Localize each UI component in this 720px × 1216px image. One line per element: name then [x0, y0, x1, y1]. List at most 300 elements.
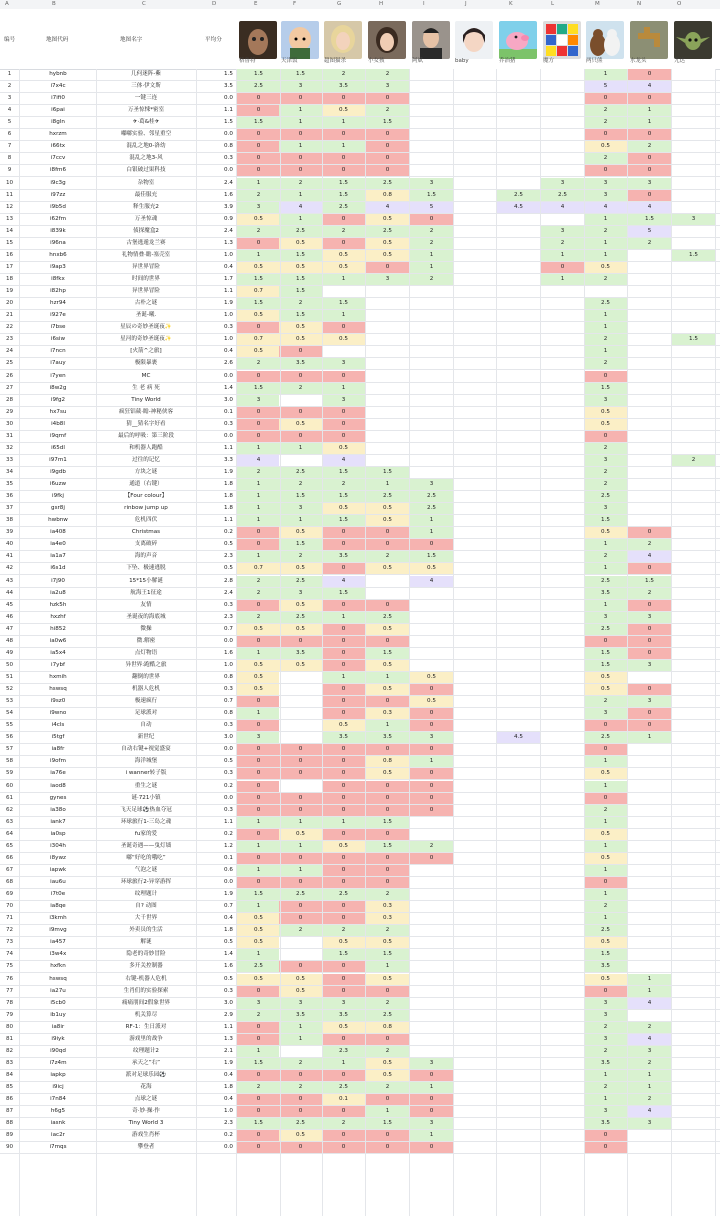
map-code-cell[interactable]: i7bse	[50, 324, 66, 331]
score-cell[interactable]	[541, 684, 584, 695]
map-name-cell[interactable]: 纹理题计	[134, 891, 158, 898]
score-cell[interactable]: 4	[628, 202, 671, 213]
table-row[interactable]	[0, 600, 720, 612]
table-row[interactable]	[0, 841, 720, 853]
score-cell[interactable]	[453, 286, 496, 297]
score-cell[interactable]: 1	[584, 1094, 627, 1105]
score-cell[interactable]	[541, 1022, 584, 1033]
score-cell[interactable]: 0.5	[237, 262, 280, 273]
score-cell[interactable]	[672, 768, 715, 779]
score-cell[interactable]: 1	[237, 503, 280, 514]
score-cell[interactable]	[410, 443, 453, 454]
score-cell[interactable]: 0	[237, 781, 280, 792]
score-cell[interactable]	[541, 974, 584, 985]
average-score-cell[interactable]: 0.3	[224, 686, 233, 693]
map-name-cell[interactable]: 圣诞-曦.	[135, 312, 157, 319]
score-cell[interactable]: 0.5	[584, 407, 627, 418]
score-cell[interactable]	[453, 1046, 496, 1057]
row-number[interactable]: 39	[5, 529, 14, 536]
score-cell[interactable]: 1	[279, 190, 322, 201]
table-row[interactable]	[0, 334, 720, 346]
score-cell[interactable]	[541, 383, 584, 394]
score-cell[interactable]	[541, 1094, 584, 1105]
score-cell[interactable]	[541, 93, 584, 104]
score-cell[interactable]: 4	[628, 1034, 671, 1045]
score-cell[interactable]: 0.5	[584, 672, 627, 683]
map-name-cell[interactable]: 【Four colour】	[124, 493, 168, 500]
score-cell[interactable]	[628, 431, 671, 442]
score-cell[interactable]: 0.5	[237, 672, 280, 683]
score-cell[interactable]: 0.5	[584, 937, 627, 948]
score-cell[interactable]: 0	[322, 660, 365, 671]
average-score-cell[interactable]: 2.1	[224, 1047, 233, 1054]
score-cell[interactable]: 2	[584, 805, 627, 816]
score-cell[interactable]: 1	[541, 250, 584, 261]
score-cell[interactable]: 3	[584, 998, 627, 1009]
score-cell[interactable]	[453, 624, 496, 635]
row-number[interactable]: 48	[5, 637, 14, 644]
row-number[interactable]: 50	[5, 661, 14, 668]
score-cell[interactable]: 1	[410, 250, 453, 261]
score-cell[interactable]: 0.5	[322, 937, 365, 948]
map-name-cell[interactable]: 嘟“好吃的哦吃”	[126, 854, 166, 861]
row-number[interactable]: 23	[5, 336, 14, 343]
score-cell[interactable]: 0.5	[366, 563, 409, 574]
row-number[interactable]: 84	[5, 1071, 14, 1078]
score-cell[interactable]	[279, 732, 322, 743]
score-cell[interactable]	[672, 226, 715, 237]
score-cell[interactable]	[453, 684, 496, 695]
score-cell[interactable]: 1.5	[237, 298, 280, 309]
score-cell[interactable]	[672, 1142, 715, 1153]
score-cell[interactable]	[366, 407, 409, 418]
score-cell[interactable]: 0.3	[366, 708, 409, 719]
score-cell[interactable]	[410, 310, 453, 321]
score-cell[interactable]: 0	[366, 986, 409, 997]
score-cell[interactable]: 1	[366, 961, 409, 972]
table-row[interactable]	[0, 563, 720, 575]
table-row[interactable]	[0, 768, 720, 780]
row-number[interactable]: 27	[5, 384, 14, 391]
map-name-cell[interactable]: 混乱之地0-洛幼	[126, 143, 166, 150]
score-cell[interactable]	[366, 588, 409, 599]
table-row[interactable]	[0, 527, 720, 539]
score-cell[interactable]	[628, 334, 671, 345]
map-name-cell[interactable]: 通道（右键）	[129, 481, 163, 488]
score-cell[interactable]	[672, 419, 715, 430]
table-row[interactable]	[0, 1142, 720, 1154]
score-cell[interactable]	[453, 925, 496, 936]
map-code-cell[interactable]: i9b5d	[50, 203, 66, 210]
score-cell[interactable]	[541, 829, 584, 840]
row-number[interactable]: 22	[5, 324, 14, 331]
score-cell[interactable]: 0	[410, 720, 453, 731]
column-letter[interactable]: O	[677, 1, 682, 7]
row-number[interactable]: 52	[5, 686, 14, 693]
score-cell[interactable]	[410, 660, 453, 671]
score-cell[interactable]: 4	[279, 202, 322, 213]
score-cell[interactable]: 3	[628, 696, 671, 707]
score-cell[interactable]: 1.5	[237, 274, 280, 285]
score-cell[interactable]: 1	[279, 214, 322, 225]
score-cell[interactable]: 1.5	[279, 69, 322, 80]
score-cell[interactable]	[497, 527, 540, 538]
score-cell[interactable]: 0	[366, 865, 409, 876]
row-number[interactable]: 33	[5, 456, 14, 463]
score-cell[interactable]: 1	[584, 346, 627, 357]
average-score-cell[interactable]: 0.8	[224, 674, 233, 680]
score-cell[interactable]: 0.5	[366, 660, 409, 671]
table-row[interactable]	[0, 624, 720, 636]
score-cell[interactable]	[497, 298, 540, 309]
map-name-cell[interactable]: 嘟嘟实验、邻星重空	[120, 131, 172, 138]
score-cell[interactable]: 1.5	[584, 949, 627, 960]
row-number[interactable]: 63	[5, 818, 14, 825]
score-cell[interactable]: 2	[279, 551, 322, 562]
score-cell[interactable]: 3	[322, 395, 365, 406]
score-cell[interactable]: 0.5	[584, 853, 627, 864]
score-cell[interactable]	[453, 371, 496, 382]
map-name-cell[interactable]: Tiny World 3	[128, 1120, 164, 1127]
score-cell[interactable]: 2	[584, 1046, 627, 1057]
score-cell[interactable]: 0.5	[322, 250, 365, 261]
score-cell[interactable]: 2	[366, 105, 409, 116]
score-cell[interactable]: 0	[279, 744, 322, 755]
score-cell[interactable]: 3.5	[322, 732, 365, 743]
score-cell[interactable]	[541, 841, 584, 852]
score-cell[interactable]: 1	[279, 1022, 322, 1033]
table-row[interactable]	[0, 684, 720, 696]
score-cell[interactable]: 2.5	[410, 503, 453, 514]
score-cell[interactable]: 2.5	[322, 1082, 365, 1093]
map-code-cell[interactable]: i9ap3	[50, 263, 66, 270]
score-cell[interactable]: 0.5	[279, 624, 322, 635]
score-cell[interactable]: 2	[237, 190, 280, 201]
row-number[interactable]: 65	[5, 842, 14, 849]
score-cell[interactable]: 1.5	[672, 334, 715, 345]
score-cell[interactable]: 3.5	[366, 732, 409, 743]
score-cell[interactable]	[410, 358, 453, 369]
score-cell[interactable]	[497, 696, 540, 707]
average-score-cell[interactable]: 1.2	[224, 842, 233, 849]
map-code-cell[interactable]: i7ncn	[50, 348, 66, 355]
map-name-cell[interactable]: 派对足球乐园⚽	[125, 1071, 167, 1078]
score-cell[interactable]: 0.5	[237, 925, 280, 936]
score-cell[interactable]	[453, 214, 496, 225]
map-code-cell[interactable]: ia5x4	[50, 649, 66, 656]
score-cell[interactable]: 4	[541, 202, 584, 213]
score-cell[interactable]: 1	[279, 117, 322, 128]
score-cell[interactable]: 4	[628, 81, 671, 92]
score-cell[interactable]	[672, 805, 715, 816]
map-name-cell[interactable]: 星河的奇妙圣诞夜✨	[120, 336, 172, 343]
score-cell[interactable]: 0	[237, 141, 280, 152]
score-cell[interactable]: 0	[322, 419, 365, 430]
score-cell[interactable]: 0	[366, 262, 409, 273]
score-cell[interactable]: 2	[584, 226, 627, 237]
map-name-cell[interactable]: 释生服充2	[133, 203, 159, 210]
score-cell[interactable]	[410, 588, 453, 599]
map-code-cell[interactable]: h6g5	[50, 1108, 66, 1115]
score-cell[interactable]: 3	[628, 1118, 671, 1129]
score-cell[interactable]: 5	[628, 226, 671, 237]
score-cell[interactable]: 1.5	[628, 214, 671, 225]
map-name-cell[interactable]: 异世界冒险	[132, 263, 160, 270]
score-cell[interactable]	[497, 383, 540, 394]
score-cell[interactable]	[497, 961, 540, 972]
average-score-cell[interactable]: 0.2	[224, 1132, 233, 1139]
map-code-cell[interactable]: i927e	[50, 312, 66, 319]
score-cell[interactable]	[672, 1106, 715, 1117]
row-number[interactable]: 85	[5, 1084, 14, 1091]
score-cell[interactable]: 0.7	[237, 286, 280, 297]
column-letter[interactable]: N	[637, 1, 642, 7]
row-number[interactable]: 15	[5, 239, 14, 246]
score-cell[interactable]: 0	[628, 153, 671, 164]
map-code-cell[interactable]: i82hp	[50, 288, 66, 295]
map-code-cell[interactable]: i65dl	[51, 444, 65, 451]
score-cell[interactable]: 0	[322, 322, 365, 333]
score-cell[interactable]	[366, 334, 409, 345]
row-number[interactable]: 31	[5, 432, 14, 439]
score-cell[interactable]	[497, 250, 540, 261]
average-score-cell[interactable]: 3.0	[224, 734, 233, 741]
score-cell[interactable]	[541, 925, 584, 936]
score-cell[interactable]: 0	[584, 93, 627, 104]
row-number[interactable]: 32	[5, 444, 14, 451]
table-row[interactable]	[0, 998, 720, 1010]
score-cell[interactable]: 0.8	[366, 756, 409, 767]
map-code-cell[interactable]: ia76e	[50, 770, 66, 777]
score-cell[interactable]	[628, 262, 671, 273]
score-cell[interactable]	[497, 358, 540, 369]
score-cell[interactable]: 3	[366, 274, 409, 285]
score-cell[interactable]	[410, 974, 453, 985]
average-score-cell[interactable]: 1.1	[224, 288, 233, 295]
score-cell[interactable]: 2	[410, 274, 453, 285]
map-name-cell[interactable]: Tiny World	[131, 396, 161, 403]
score-cell[interactable]: 1	[237, 841, 280, 852]
score-cell[interactable]: 0	[584, 165, 627, 176]
score-cell[interactable]: 0	[237, 1070, 280, 1081]
score-cell[interactable]	[366, 395, 409, 406]
score-cell[interactable]	[584, 286, 627, 297]
score-cell[interactable]	[541, 576, 584, 587]
score-cell[interactable]: 0	[322, 539, 365, 550]
score-cell[interactable]: 2	[279, 1058, 322, 1069]
score-cell[interactable]	[541, 551, 584, 562]
average-score-cell[interactable]: 0.0	[224, 372, 233, 379]
score-cell[interactable]	[541, 515, 584, 526]
table-row[interactable]	[0, 889, 720, 901]
map-name-cell[interactable]: 自动	[140, 722, 152, 729]
score-cell[interactable]	[279, 696, 322, 707]
map-name-cell[interactable]: 支离破碎	[134, 541, 158, 548]
map-name-cell[interactable]: 环球旅行2-异穿游挥	[120, 879, 172, 886]
score-cell[interactable]: 0	[279, 961, 322, 972]
table-row[interactable]	[0, 93, 720, 105]
score-cell[interactable]	[410, 817, 453, 828]
score-cell[interactable]	[366, 358, 409, 369]
score-cell[interactable]	[672, 81, 715, 92]
score-cell[interactable]: 0.5	[366, 624, 409, 635]
table-row[interactable]	[0, 214, 720, 226]
score-cell[interactable]	[672, 443, 715, 454]
score-cell[interactable]	[497, 974, 540, 985]
map-code-cell[interactable]: i7x4c	[50, 83, 66, 90]
row-number[interactable]: 30	[5, 420, 14, 427]
score-cell[interactable]: 0	[237, 636, 280, 647]
score-cell[interactable]: 0	[322, 431, 365, 442]
map-name-cell[interactable]: 一键三连	[134, 95, 158, 102]
score-cell[interactable]: 0	[366, 1130, 409, 1141]
score-cell[interactable]: 1	[628, 117, 671, 128]
score-cell[interactable]: 0.5	[584, 684, 627, 695]
map-name-cell[interactable]: 星辰の奇妙圣诞夜✨	[120, 324, 172, 331]
score-cell[interactable]	[453, 1130, 496, 1141]
average-score-cell[interactable]: 3.0	[224, 396, 233, 403]
score-cell[interactable]: 0.5	[322, 262, 365, 273]
score-cell[interactable]: 2	[410, 226, 453, 237]
average-score-cell[interactable]: 1.0	[224, 251, 233, 258]
score-cell[interactable]: 3	[410, 1118, 453, 1129]
map-name-cell[interactable]: 生肖们的实验探索	[123, 987, 169, 994]
score-cell[interactable]: 1	[237, 949, 280, 960]
row-number[interactable]: 43	[5, 577, 14, 584]
map-name-cell[interactable]: 承天之”右”	[131, 1059, 161, 1066]
row-number[interactable]: 36	[5, 493, 14, 500]
score-cell[interactable]: 0.5	[237, 913, 280, 924]
score-cell[interactable]	[541, 81, 584, 92]
average-score-cell[interactable]: 1.9	[224, 468, 233, 475]
score-cell[interactable]: 0	[322, 756, 365, 767]
score-cell[interactable]: 2	[584, 117, 627, 128]
score-cell[interactable]	[672, 262, 715, 273]
table-row[interactable]	[0, 358, 720, 370]
score-cell[interactable]	[672, 913, 715, 924]
table-row[interactable]	[0, 937, 720, 949]
score-cell[interactable]: 3.5	[584, 961, 627, 972]
score-cell[interactable]: 0.5	[584, 419, 627, 430]
score-cell[interactable]	[410, 624, 453, 635]
score-cell[interactable]	[453, 491, 496, 502]
score-cell[interactable]: 1	[237, 865, 280, 876]
score-cell[interactable]	[410, 600, 453, 611]
average-score-cell[interactable]: 2.4	[224, 227, 233, 234]
score-cell[interactable]	[541, 503, 584, 514]
score-cell[interactable]	[541, 660, 584, 671]
score-cell[interactable]	[410, 648, 453, 659]
score-cell[interactable]: 4	[410, 576, 453, 587]
score-cell[interactable]: 1	[237, 817, 280, 828]
score-cell[interactable]: 0	[366, 539, 409, 550]
score-cell[interactable]	[672, 1046, 715, 1057]
score-cell[interactable]: 1.5	[237, 383, 280, 394]
score-cell[interactable]	[497, 117, 540, 128]
map-name-cell[interactable]: 侦探魔盒2	[133, 227, 159, 234]
average-score-cell[interactable]: 1.8	[224, 1084, 233, 1091]
table-row[interactable]	[0, 793, 720, 805]
map-code-cell[interactable]: i6siw	[50, 336, 66, 343]
score-cell[interactable]: 1.5	[322, 491, 365, 502]
map-name-cell[interactable]: 纹理题计2	[133, 1047, 159, 1054]
score-cell[interactable]	[497, 1070, 540, 1081]
table-row[interactable]	[0, 817, 720, 829]
score-cell[interactable]: 2.5	[410, 491, 453, 502]
score-cell[interactable]	[453, 949, 496, 960]
score-cell[interactable]: 2	[279, 925, 322, 936]
map-code-cell[interactable]: ia1a7	[50, 553, 66, 560]
score-cell[interactable]: 1.5	[628, 576, 671, 587]
score-cell[interactable]	[541, 636, 584, 647]
score-cell[interactable]	[628, 901, 671, 912]
average-score-cell[interactable]: 0.0	[224, 794, 233, 801]
score-cell[interactable]: 1.5	[366, 467, 409, 478]
score-cell[interactable]: 0.5	[279, 660, 322, 671]
score-cell[interactable]	[628, 781, 671, 792]
score-cell[interactable]	[628, 298, 671, 309]
score-cell[interactable]: 0.5	[366, 768, 409, 779]
score-cell[interactable]: 2.5	[366, 1010, 409, 1021]
map-name-cell[interactable]: 大千世界	[134, 915, 158, 922]
score-cell[interactable]	[497, 877, 540, 888]
score-cell[interactable]	[453, 696, 496, 707]
map-code-cell[interactable]: iapkp	[50, 1071, 66, 1078]
score-cell[interactable]: 0	[410, 539, 453, 550]
score-cell[interactable]: 2.5	[279, 226, 322, 237]
table-row[interactable]	[0, 455, 720, 467]
table-row[interactable]	[0, 672, 720, 684]
score-cell[interactable]	[541, 419, 584, 430]
score-cell[interactable]	[541, 1058, 584, 1069]
row-number[interactable]: 45	[5, 601, 14, 608]
score-cell[interactable]: 0	[366, 1142, 409, 1153]
average-score-cell[interactable]: 0.4	[224, 348, 233, 355]
map-name-cell[interactable]: 疯狂铝葳·瞻-神秘侠客	[118, 408, 174, 415]
score-cell[interactable]: 0	[279, 1070, 322, 1081]
score-cell[interactable]: 2.5	[279, 467, 322, 478]
map-code-cell[interactable]: hswsq	[49, 975, 67, 982]
score-cell[interactable]: 2	[322, 925, 365, 936]
average-score-cell[interactable]: 0.9	[224, 215, 233, 222]
map-code-cell[interactable]: i7yen	[50, 372, 66, 379]
row-number[interactable]: 26	[5, 372, 14, 379]
score-cell[interactable]: 2.5	[322, 202, 365, 213]
score-cell[interactable]: 1	[584, 250, 627, 261]
score-cell[interactable]	[497, 274, 540, 285]
score-cell[interactable]	[672, 588, 715, 599]
score-cell[interactable]: 1.5	[279, 286, 322, 297]
score-cell[interactable]: 0	[366, 527, 409, 538]
score-cell[interactable]	[497, 1022, 540, 1033]
score-cell[interactable]	[672, 1130, 715, 1141]
score-cell[interactable]	[672, 1070, 715, 1081]
score-cell[interactable]	[541, 214, 584, 225]
row-number[interactable]: 71	[5, 915, 14, 922]
score-cell[interactable]: 2	[628, 1022, 671, 1033]
map-name-cell[interactable]: 古朴之谜	[134, 300, 158, 307]
score-cell[interactable]	[541, 696, 584, 707]
score-cell[interactable]: 0	[237, 1130, 280, 1141]
map-name-cell[interactable]: 混乱之地3-风	[129, 155, 163, 162]
score-cell[interactable]	[366, 310, 409, 321]
score-cell[interactable]: 3	[584, 1010, 627, 1021]
map-code-cell[interactable]: hybnb	[49, 71, 67, 77]
score-cell[interactable]: 3	[279, 81, 322, 92]
score-cell[interactable]: 0.5	[366, 1070, 409, 1081]
score-cell[interactable]	[672, 527, 715, 538]
score-cell[interactable]	[279, 672, 322, 683]
